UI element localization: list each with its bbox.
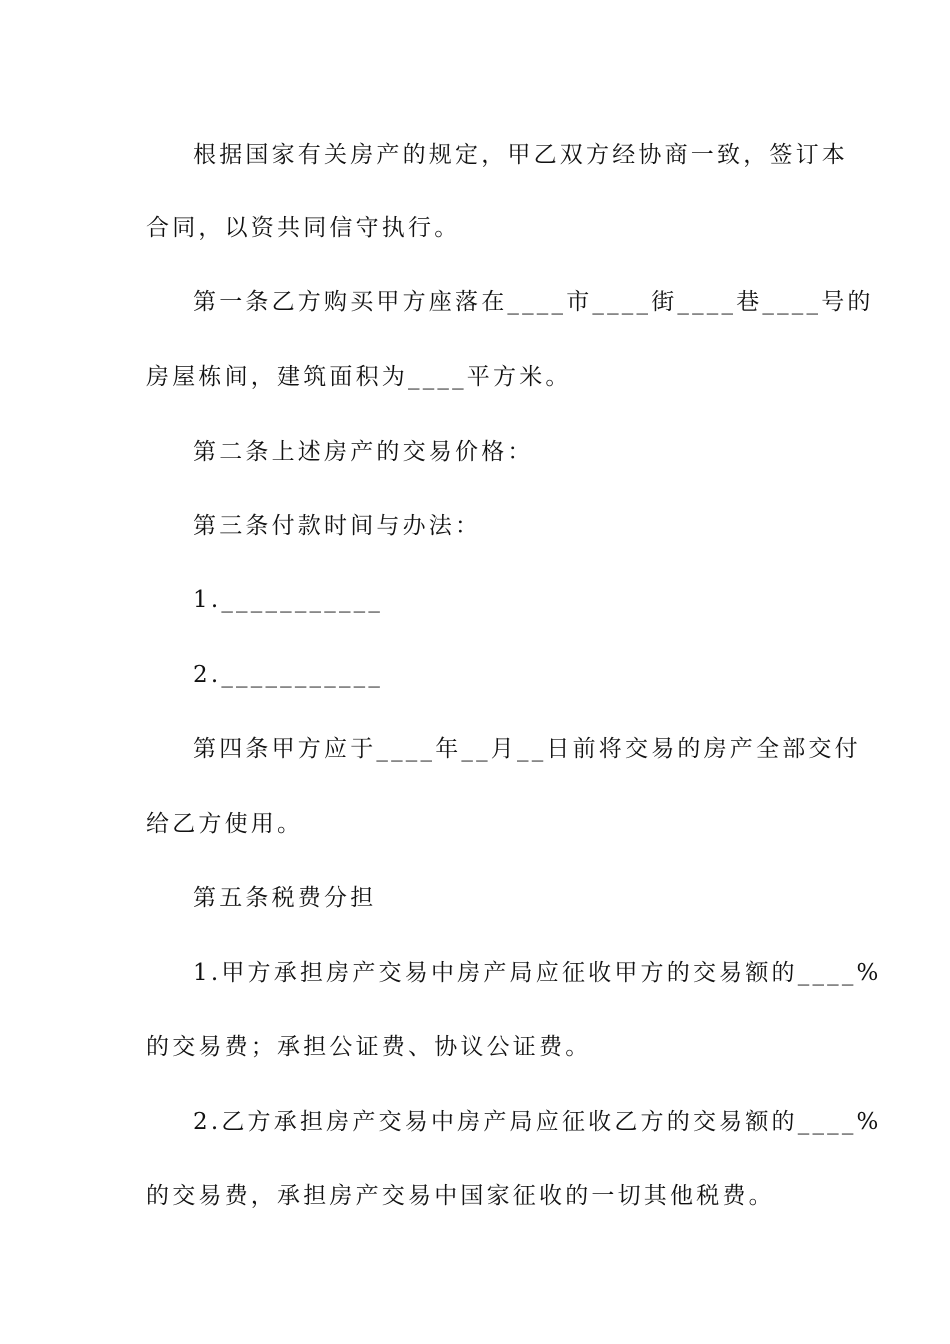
article-3: 第三条付款时间与办法： <box>193 513 482 539</box>
paragraph-intro-line-1: 根据国家有关房产的规定，甲乙双方经协商一致，签订本 <box>193 142 848 168</box>
paragraph-intro-line-2: 合同，以资共同信守执行。 <box>146 215 461 241</box>
article-5: 第五条税费分担 <box>193 885 377 911</box>
article-4-line-2: 给乙方使用。 <box>146 811 304 837</box>
article-3-item-1: 1.___________ <box>193 587 384 613</box>
article-5-item-1-line-1: 1.甲方承担房产交易中房产局应征收甲方的交易额的____% <box>193 960 882 986</box>
article-2: 第二条上述房产的交易价格： <box>193 439 534 465</box>
article-1-line-1: 第一条乙方购买甲方座落在____市____街____巷____号的 <box>193 289 874 315</box>
article-5-item-2-line-1: 2.乙方承担房产交易中房产局应征收乙方的交易额的____% <box>193 1109 882 1135</box>
article-1-line-2: 房屋栋间，建筑面积为____平方米。 <box>146 364 572 390</box>
article-5-item-2-line-2: 的交易费，承担房产交易中国家征收的一切其他税费。 <box>146 1183 775 1209</box>
article-5-item-1-line-2: 的交易费；承担公证费、协议公证费。 <box>146 1034 592 1060</box>
article-3-item-2: 2.___________ <box>193 662 384 688</box>
article-4-line-1: 第四条甲方应于____年__月__日前将交易的房产全部交付 <box>193 736 861 762</box>
